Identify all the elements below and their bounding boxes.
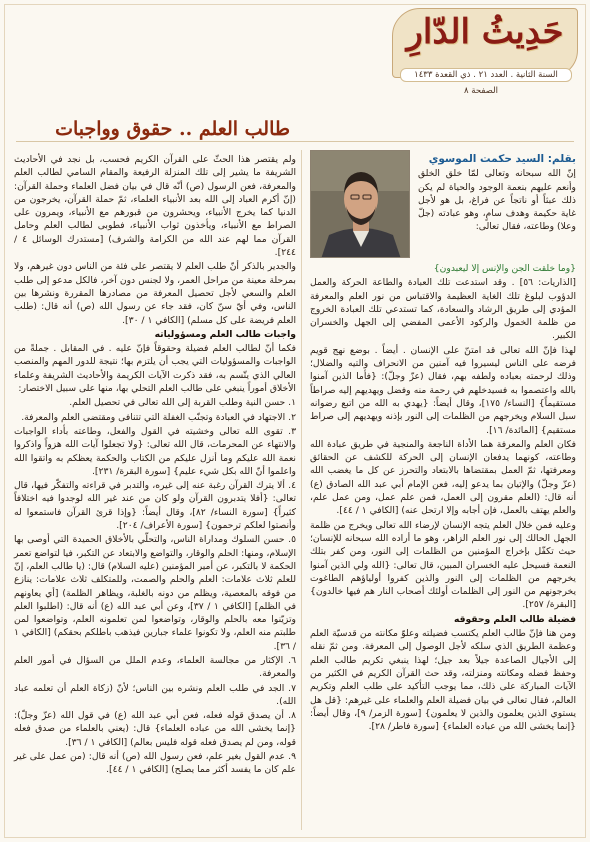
paragraph: إنّ الله سبحانه وتعالى لمّا خلق الخلق وأنعم عليهم بنعمة الوجود والحياة لم يكن ذلك عبثاً أو ناتجاً عن فراغ، بل هو لأجل غاية حكيمة وهدف سامٍ، وهو عبادته (جلّ وعلا) وطاعته، فقال تعالى: xyxy=(418,168,576,233)
author-name: بقلم: السيد حكمت الموسوي xyxy=(428,153,576,165)
paragraph: ومن هنا فإنّ طالب العلم يكتسب فضيلته وعلوّ مكانته من قدسيّة العلم وعظمة الطريق الذي سلكه لأجل الوصول إلى المعرفة. ومن ثمّ نقله إلى الأجيال الصاعدة جيلاً بعد جيل؛ لهذا ينبغي تكريم طالب العلم وحفظ فضله ومكانته ومنزلته، وقد حث القرآن الكريم في الكثير من الآيات المباركة على ذلك، مما يوجب التأكيد على طلب العلم وتكريم العالم، فقال تعالى في بيان فضيلة العلم والعلماء على غيرهم: {قل هل يستوي الذين يعلمون والذين لا يعلمون} [سورة الزمر/ ٩]، وقال أيضاً: {إنما يخشى الله من عباده العلماء} [سورة فاطر/ ٢٨]. xyxy=(310,628,576,733)
paragraph: لهذا فإنّ الله تعالى قد امتنّ على الإنسان . أيضاً . بوضع نهج قويم فرضه على الناس ليسيروا فيه آمنين من الانحراف والتيه والضلال؛ وذلك لرحمته بعباده ولطفه بهم، فقال (عزّ وجلّ): {فأما الذين آمنوا بالله واعتصموا به فسيدخلهم في رحمة منه وفضل ويهديهم إليه صراطاً مستقيماً} [النساء/ ١٧٥]، وقال أيضاً: {يهدي به الله من اتبع رضوانه سبل السلام ويخرجهم من الظلمات إلى النور بإذنه ويهديهم إلى صراط مستقيم} [المائدة/ ١٦]. xyxy=(310,344,576,436)
paragraph: ٩. عدم القول بغير علم، فعن رسول الله (ص) أنه قال: (من عمل على غير علم كان ما يفسد أكثر مما يصلح) [الكافي ١ / ٤٤]. xyxy=(14,751,296,776)
paragraph: ٧. الجد في طلب العلم ونشره بين الناس؛ لأنّ (زكاة العلم أن تعلمه عباد الله). xyxy=(14,682,296,707)
section-heading: فضيلة طالب العلم وحقوقه xyxy=(453,613,576,625)
issue-info: السنة الثانية . العدد ٢١ . ذي القعدة ١٤٣٣ xyxy=(400,68,572,82)
right-column-top xyxy=(418,153,576,235)
author-byline xyxy=(418,153,576,166)
paragraph: والجدير بالذكر أنّ طلب العلم لا يقتصر على فئة من الناس دون غيرهم، ولا بمرحلة معينة من مراحل العمر، ولا لجنس دون آخر، فالكل مدعو إلى طلب العلم والسعي لأجل تحصيل المعرفة من مصادرها المقررة ونشرها بين الناس، وفي أيّ سنّ كان، فقد جاء عن رسول الله (ص) أنه قال: (طلب العلم فريضة على كل مسلم) [الكافي ١ / ٣٠]. xyxy=(14,261,296,326)
column-divider xyxy=(301,150,302,830)
paragraph: ١. حسن النية وطلب القربة إلى الله تعالى في تحصيل العلم. xyxy=(69,397,296,409)
paragraph: ٢. الاجتهاد في العبادة وتجنّب الغفلة التي تتنافى ومقتضى العلم والمعرفة. xyxy=(21,411,296,423)
masthead xyxy=(392,8,578,96)
left-column xyxy=(14,153,296,778)
paragraph: ولم يقتصر هذا الحثّ على القرآن الكريم فحسب، بل نجد في الأحاديث الشريفة ما يشير إلى تلك المنزلة الرفيعة والمقام السامي لطالب العلم والمعرفة، فعن الرسول (ص) أنّه قال في بيان فضل العلماء وحملة القرآن: (إنّ أكرم العباد إلى الله بعد الأنبياء العلماء، ثمّ حملة القرآن، يخرجون من الدنيا كما يخرج الأنبياء، ويحشرون من قبورهم مع الأنبياء، ويمرون على الصراط مع الأنبياء، ويأخذون ثواب الأنبياء، فطوبى لطالب العلم وحامل القرآن مما لهم عند الله من الكرامة والشرف) [مستدرك الوسائل ٤ / ٢٤٤]. xyxy=(14,154,296,259)
masthead-logo-title: حَدِيثُ الدّارِ xyxy=(406,12,564,52)
paragraph: ٤. ألا يترك القرآن رغبة عنه إلى غيره، والتدبر في قراءته والتفكّر فيها، قال تعالى: {أفلا يتدبرون القرآن ولو كان من عند غير الله لوجدوا فيه اختلافاً كثيراً} [سورة النساء/ ٨٢]، وقال أيضاً: {وإذا قرئ القرآن فاستمعوا له وأنصتوا لعلكم ترحمون} [سورة الأعراف/ ٢٠٤]. xyxy=(14,480,296,532)
quran-verse: {وما خلقت الجن والإنس إلا ليعبدون} xyxy=(433,263,576,274)
article-title: طالب العلم .. حقوق وواجبات xyxy=(55,118,290,140)
paragraph: ٨. أن يصدق قوله فعله، فعن أبي عبد الله (ع) في قول الله (عزّ وجلّ): {إنما يخشى الله من عباده العلماء} قال: (يعني بالعلماء من صدق فعله قوله، ومن لم يصدق فعله قوله فليس بعالم) [الكافي ١ / ٣٦]. xyxy=(14,710,296,748)
paragraph: ٥. حسن السلوك ومداراة الناس، والتحلّي بالأخلاق الحميدة التي أوصى بها الإسلام، ومنها: الحلم والوقار، والتواضع والابتعاد عن التكبر، فيا لتواضع تعمر الحكمة لا بالتكبر، عن أمير المؤمنين (عليه السلام) قال: (يا طالب العلم، إنّ للعلم ثلاث علامات: العلم والحلم والصمت، وللمتكلف ثلاث علامات: ينازع من فوقه بالمعصية، ويظلم من دونه بالغلبة، ويظاهر الظلمة) [أي يعاونهم في الظلم] [الكافي ١ / ٣٧]، وعن أبي عبد الله (ع) أنه قال: (اطلبوا العلم وتزيّنوا معه بالحلم والوقار، وتواضعوا لمن تعلمونه العلم، وتواضعوا لمن طلبتم منه العلم، ولا تكونوا علماء جبارين فيذهب باطلكم بحقكم) [الكافي ١ / ٣٦]. xyxy=(14,534,296,652)
author-portrait-image xyxy=(311,151,410,258)
paragraph: [الذاريات: ٥٦] . وقد استدعت تلك العبادة والطاعة الحركة والعمل الدؤوب لبلوغ تلك الغاية العظيمة والاقتباس من نور العلم والمعرفة المؤدي إلى طريق الرشاد والسعادة، كما تستدعي تلك العبادة الخروج من ظلمة الخمول والركود الأعمى المفضي إلى الجهل والخسران الكبير. xyxy=(310,277,576,342)
paragraph: وعليه فمن خلال العلم يتجه الإنسان لإرضاء الله تعالى ويخرج من ظلمة الجهل الحالك إلى نور العلم الزاهر، وهو ما أراده الله سبحانه للإنسان؛ حيث تكفّل بإخراج المؤمنين من الظلمات إلى النور، ومن كفر بتلك النعمة فسيحل عليه الخسران المبين، قال تعالى: {الله ولي الذين آمنوا يخرجهم من الظلمات إلى النور والذين كفروا أولياؤهم الطاغوت يخرجونهم من النور إلى الظلمات أولئك أصحاب النار هم فيها خالدون} [البقرة/ ٢٥٧]. xyxy=(310,519,576,611)
paragraph: فكما أنّ لطالب العلم فضيلة وحقوقاً فإنّ عليه . في المقابل . جملةً من الواجبات والمسؤوليات التي يجب أن يلتزم بها؛ نتيجة للدور المهم والمنصب العالي الذي يتّسم به، فقد ذكرت الآيات الكريمة والأحاديث الشريفة وعلماء الأخلاق أموراً ينبغي على طالب العلم التحلي بها، منها على سبيل الاختصار: xyxy=(14,343,296,395)
title-divider xyxy=(16,141,574,142)
paragraph: ٦. الإكثار من مجالسة العلماء، وعدم الملل من السؤال في أمور العلم والمعرفة. xyxy=(14,654,296,680)
page-number: الصفحة ٨ xyxy=(464,86,498,96)
section-heading: واجبات طالب العلم ومسؤولياته xyxy=(154,328,296,340)
paragraph: فكان العلم والمعرفة هما الأداة الناجعة والمنجية في طريق عبادة الله وطاعته، كونهما يدفعان الإنسان إلى الحركة للكشف عن الحقائق ومعرفتها، ثمّ العمل بمقتضاها بالابتعاد والتحرز عن كل ما يغضب الله (عزّ وجلّ) والإتيان بما يدعو إليه، فعن الإمام أبي عبد الله الصادق (ع) أنه قال: (العلم مقرون إلى العمل، فمن علم عمل، ومن عمل علم، والعلم يهتف بالعمل، فإن أجابه وإلا ارتحل عنه) [الكافي ١ / ٤٤]. xyxy=(310,438,576,517)
right-column xyxy=(310,262,576,734)
author-photo xyxy=(310,150,410,258)
paragraph: ٣. تقوى الله تعالى وخشيته في القول والفعل، وطاعته بأداء الواجبات والانتهاء عن المحرمات، قال الله تعالى: {ولا تجعلوا آيات الله هزواً واذكروا نعمة الله عليكم وما أنزل عليكم من الكتاب والحكمة يعظكم به واتقوا الله واعلموا أنّ الله بكل شيء عليم} [سورة البقرة/ ٢٣١]. xyxy=(14,425,296,477)
